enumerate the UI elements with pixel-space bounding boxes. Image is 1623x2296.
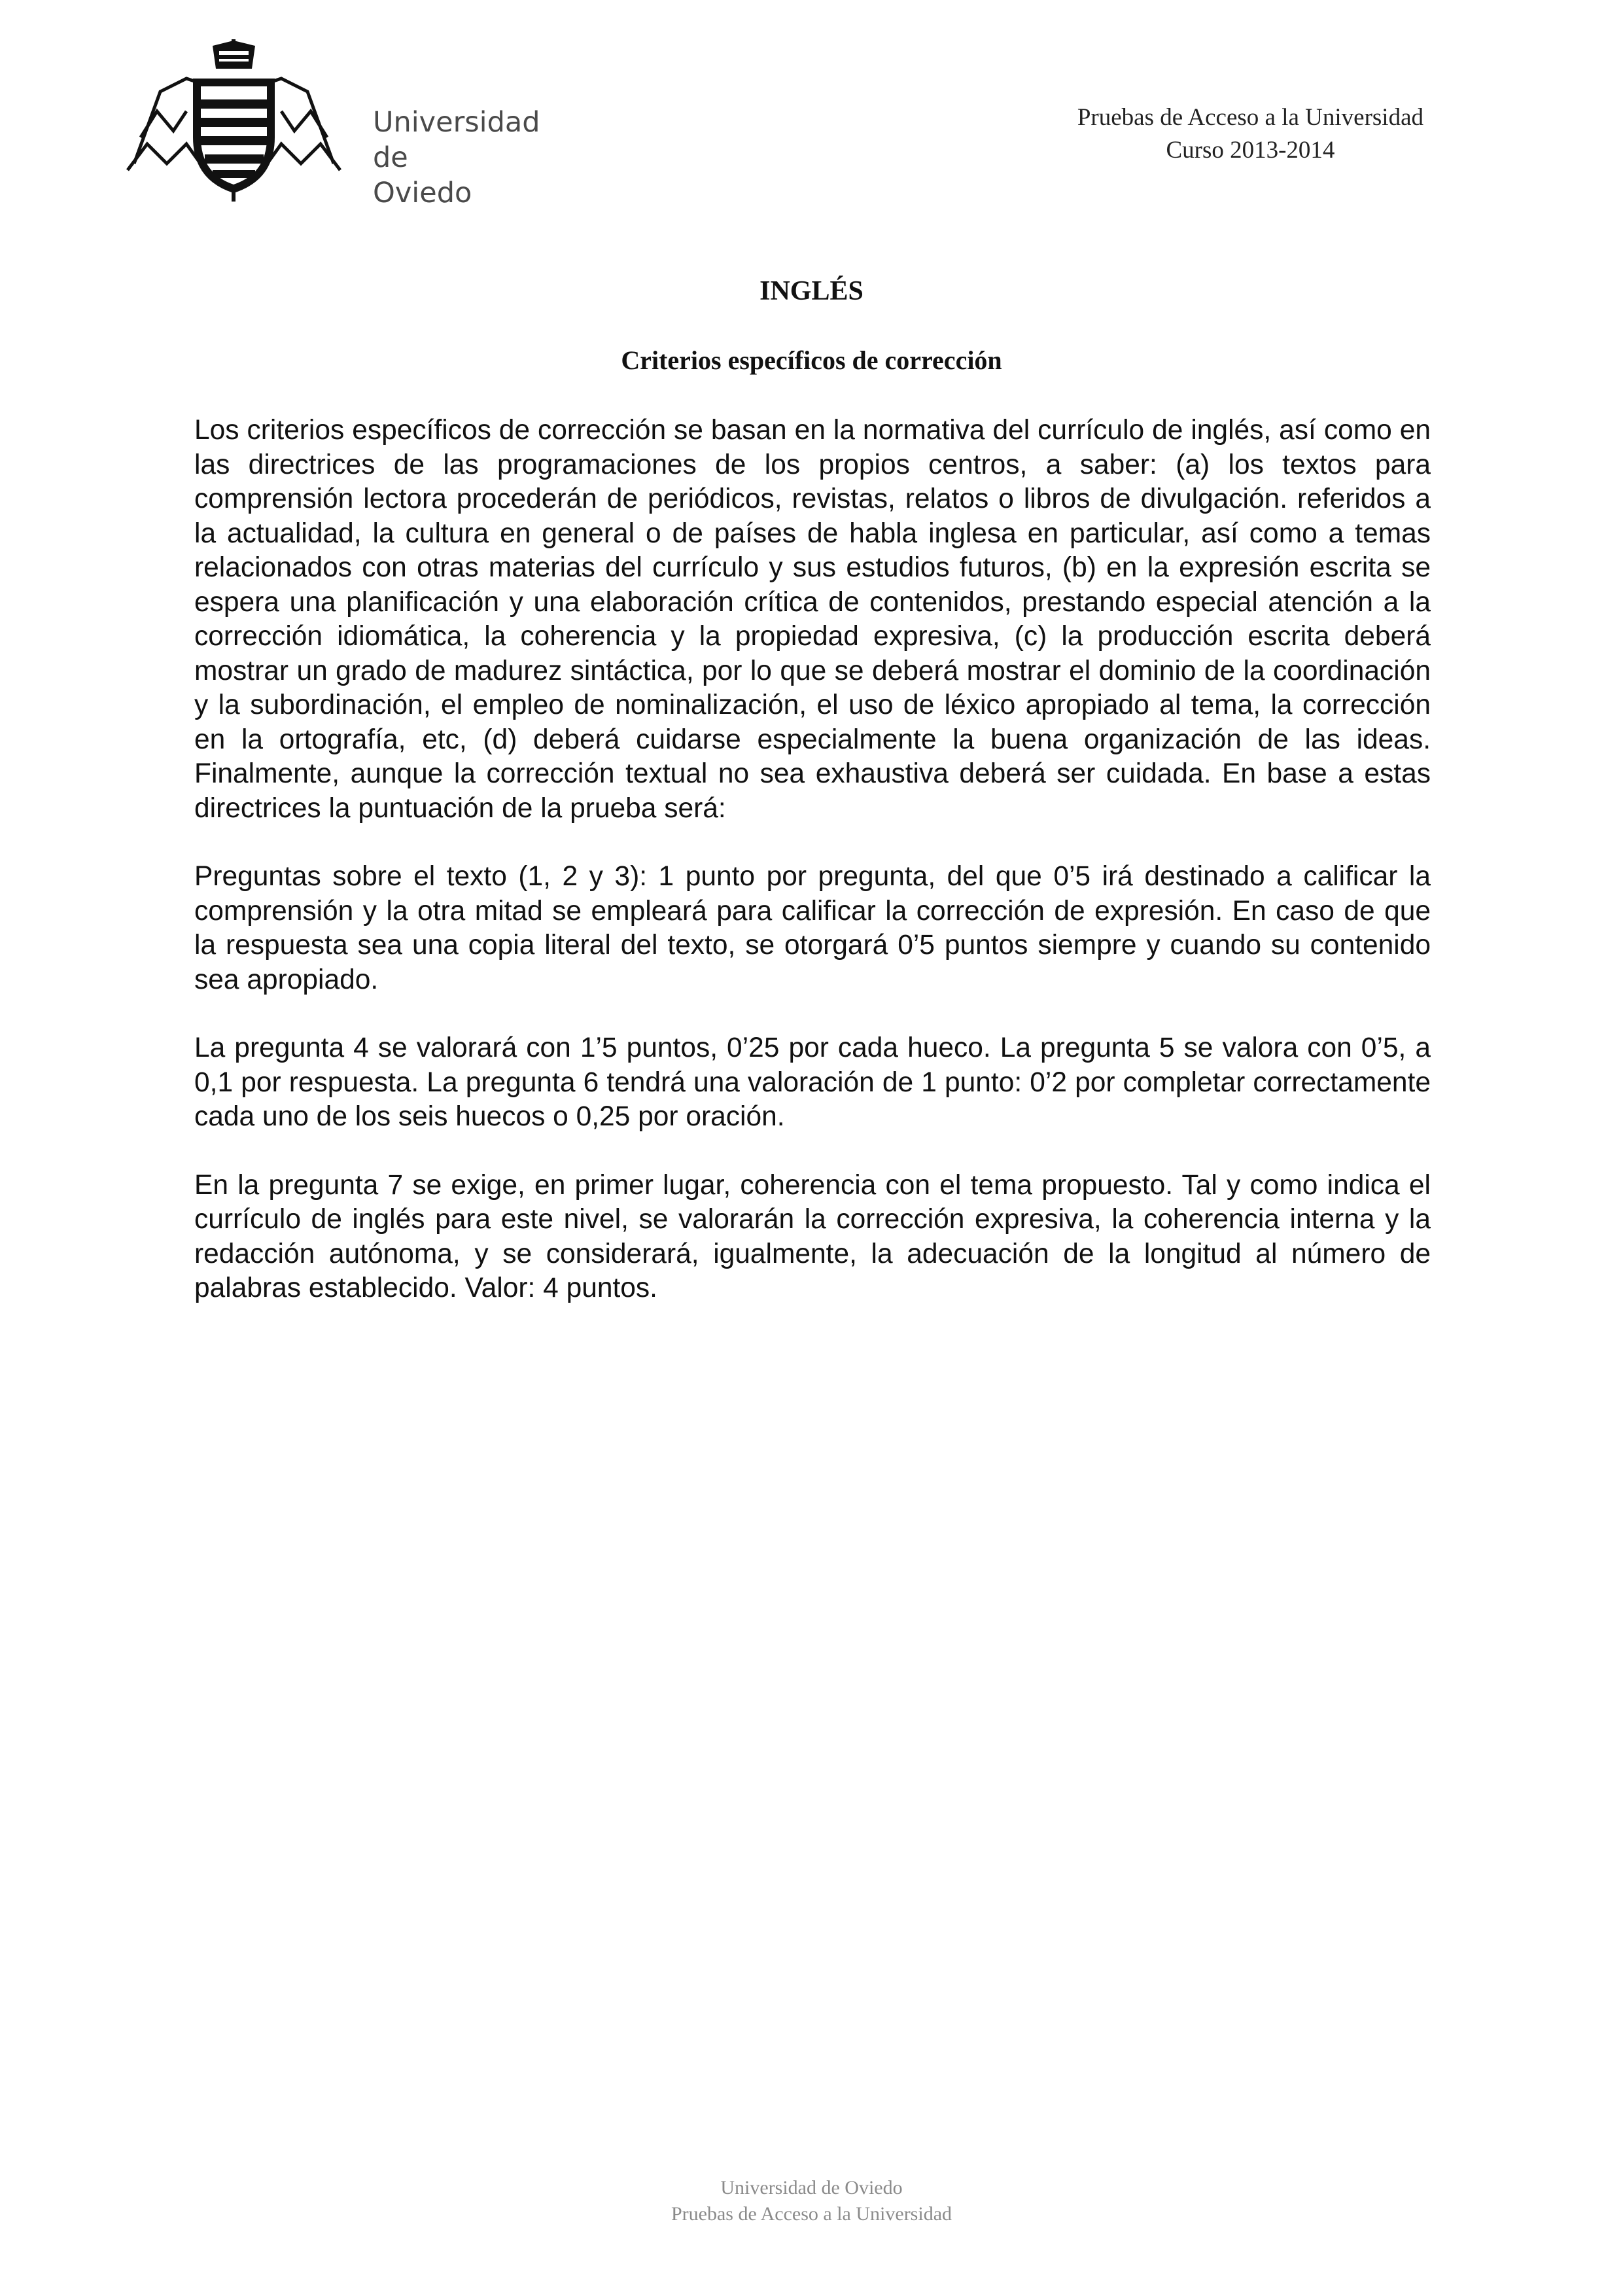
page-subtitle: Criterios específicos de corrección xyxy=(621,345,1002,375)
logo-text-line1: Universidad de xyxy=(373,106,540,174)
exam-header xyxy=(1077,101,1423,167)
footer-line1: Universidad de Oviedo xyxy=(720,2177,903,2199)
paragraph-questions-4-6: La pregunta 4 se valorará con 1’5 puntos, 0’25 por cada hueco. La pregunta 5 se valora con 0’5, a 0,1 por respuesta. La pregunta 6 tendrá una valoración de 1 punto: 0’2 por completar correctamente cada uno de los seis huecos o 0,25 por oración. xyxy=(194,1033,1431,1132)
logo-wordmark xyxy=(373,105,579,211)
university-seal-icon xyxy=(121,39,347,203)
footer-line2: Pruebas de Acceso a la Universidad xyxy=(671,2203,952,2225)
exam-year: Curso 2013-2014 xyxy=(1166,137,1335,164)
paragraph-questions-1-3: Preguntas sobre el texto (1, 2 y 3): 1 punto por pregunta, del que 0’5 irá destinado a calificar la comprensión y la otra mitad se empleará para calificar la corrección de expresión. En caso de que la respuesta sea una copia literal del texto, se otorgará 0’5 puntos siempre y cuando su contenido sea apropiado. xyxy=(194,861,1431,995)
document-body xyxy=(194,414,1431,1340)
paragraph-criteria: Los criterios específicos de corrección se basan en la normativa del currículo de inglés, así como en las directrices de las programaciones de los propios centros, a saber: (a) los textos para comprensión lectora procederán de periódicos, revistas, relatos o libros de divulgación. referidos a la actualidad, la cultura en general o de países de habla inglesa en particular, así como a temas relacionados con otras materias del currículo y sus estudios futuros, (b) en la expresión escrita se espera una planificación y una elaboración crítica de contenidos, prestando especial atención a la corrección idiomática, la coherencia y la propiedad expresiva, (c) la producción escrita deberá mostrar un grado de madurez sintáctica, por lo que se deberá mostrar el dominio de la coordinación y la subordinación, el empleo de nominalización, el uso de léxico apropiado al tema, la corrección en la ortografía, etc, (d) deberá cuidarse especialmente la buena organización de las ideas. Finalmente, aunque la corrección textual no sea exhaustiva deberá ser cuidada. En base a estas directrices la puntuación de la prueba será: xyxy=(194,415,1431,824)
paragraph-question-7: En la pregunta 7 se exige, en primer lugar, coherencia con el tema propuesto. Tal y como indica el currículo de inglés para este nivel, se valorarán la corrección expresiva, la coherencia interna y la redacción autónoma, y se considerará, igualmente, la adecuación de la longitud al número de palabras establecido. Valor: 4 puntos. xyxy=(194,1169,1431,1303)
page-footer xyxy=(0,2175,1623,2227)
exam-name: Pruebas de Acceso a la Universidad xyxy=(1077,104,1423,131)
page-title: INGLÉS xyxy=(759,276,864,306)
logo-text-line2: Oviedo xyxy=(373,177,472,209)
university-logo xyxy=(121,39,579,209)
